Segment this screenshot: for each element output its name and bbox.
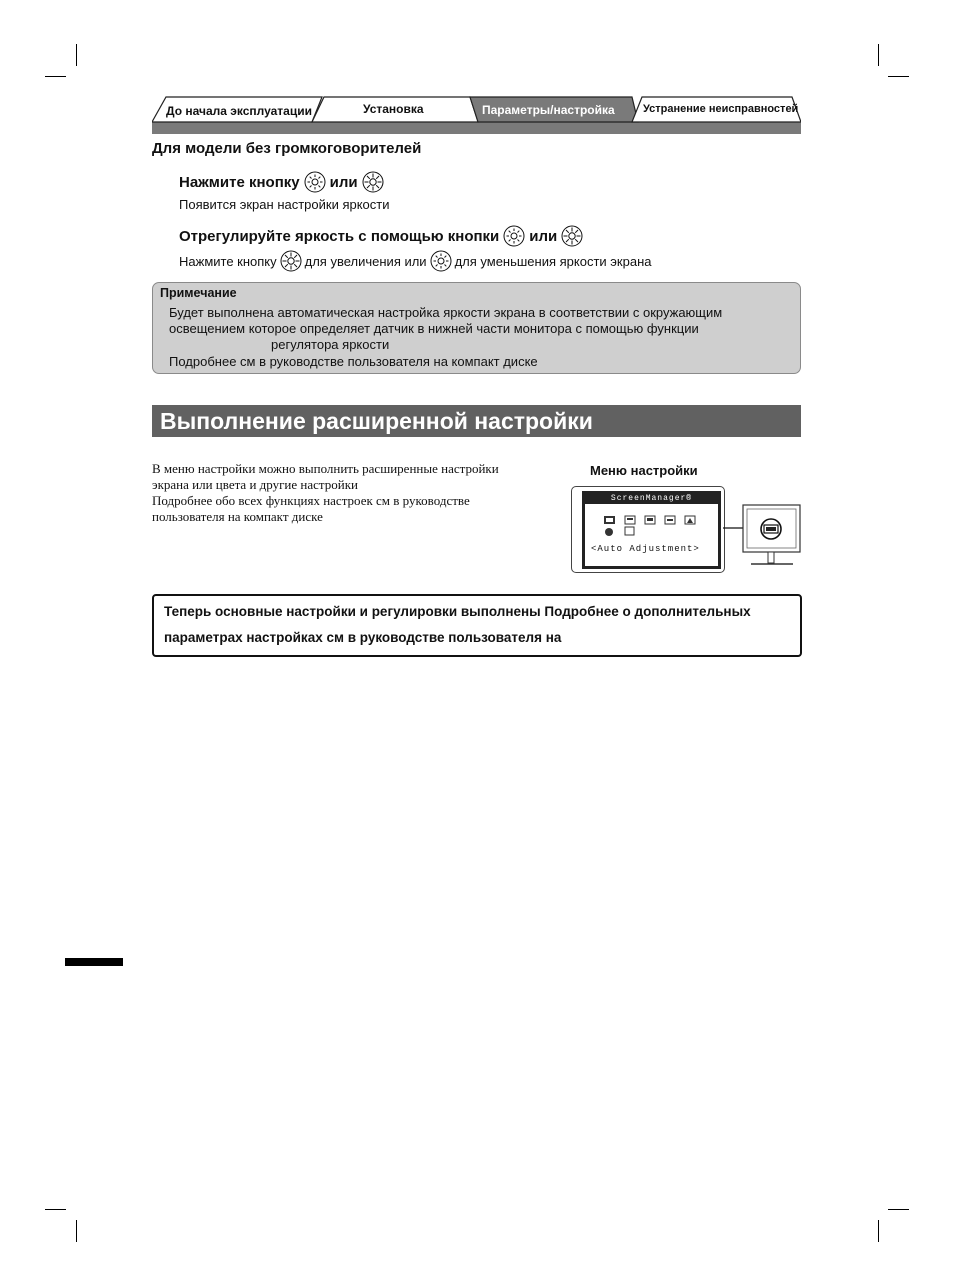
advanced-text: Подробнее обо всех функциях настроек см в руководстве [152,493,470,508]
brightness-up-icon [304,171,326,193]
menu-screen [582,491,721,569]
page-marker [65,958,123,966]
model-heading: Для модели без громкоговорителей [152,140,422,157]
tab-settings[interactable]: Параметры/настройка [482,103,615,117]
note-box [152,282,801,374]
crop-mark [888,76,909,77]
menu-icons [603,514,703,538]
note-line: регулятора яркости [271,337,390,352]
brightness-down-icon [561,225,583,247]
brightness-up-icon [430,250,452,272]
note-line: Будет выполнена автоматическая настройка яркости экрана в соответствии с окружающим [169,305,723,320]
crop-mark [878,1220,879,1242]
note-line: Подробнее см в руководстве пользователя на компакт диске [169,354,538,369]
advanced-text: экрана или цвета и другие настройки [152,477,358,492]
advanced-text: В меню настройки можно выполнить расширенные настройки [152,461,499,476]
crop-mark [76,44,77,66]
brightness-up-icon [503,225,525,247]
tab-bar [152,96,801,134]
monitor-icon [723,502,803,570]
completion-text: параметрах настройках см в руководстве пользователя на [164,630,562,645]
step2-text [179,250,651,272]
completion-text: Теперь основные настройки и регулировки выполнены Подробнее о дополнительных [164,604,751,619]
step2-or: или [529,227,558,245]
section-title: Выполнение расширенной настройки [152,405,801,437]
step1-or: или [329,173,358,191]
tab-before-use[interactable]: До начала эксплуатации [166,104,312,118]
crop-mark [878,44,879,66]
menu-item-auto-adjustment: <Auto Adjustment> [591,544,700,554]
step2-text-b: для увеличения или [304,253,427,269]
brightness-down-icon [362,171,384,193]
note-title: Примечание [160,286,237,300]
step1-text: Появится экран настройки яркости [179,197,390,212]
step1-title-text: Нажмите кнопку [179,173,300,191]
menu-caption: Меню настройки [590,463,698,478]
step2-text-c: для уменьшения яркости экрана [454,253,652,269]
step2-title [179,225,583,247]
crop-mark [888,1209,909,1210]
crop-mark [45,76,66,77]
menu-header: ScreenManager® [585,494,718,504]
advanced-text: пользователя на компакт диске [152,509,323,524]
crop-mark [76,1220,77,1242]
step1-title [179,171,384,193]
completion-box [152,594,802,657]
tab-setup[interactable]: Установка [363,102,424,116]
step2-text-a: Нажмите кнопку [179,253,277,269]
note-line: освещением которое определяет датчик в нижней части монитора с помощью функции [169,321,699,336]
step2-title-text: Отрегулируйте яркость с помощью кнопки [179,227,500,245]
tab-troubleshooting[interactable]: Устранение неисправностей [643,103,799,115]
brightness-down-icon [280,250,302,272]
crop-mark [45,1209,66,1210]
